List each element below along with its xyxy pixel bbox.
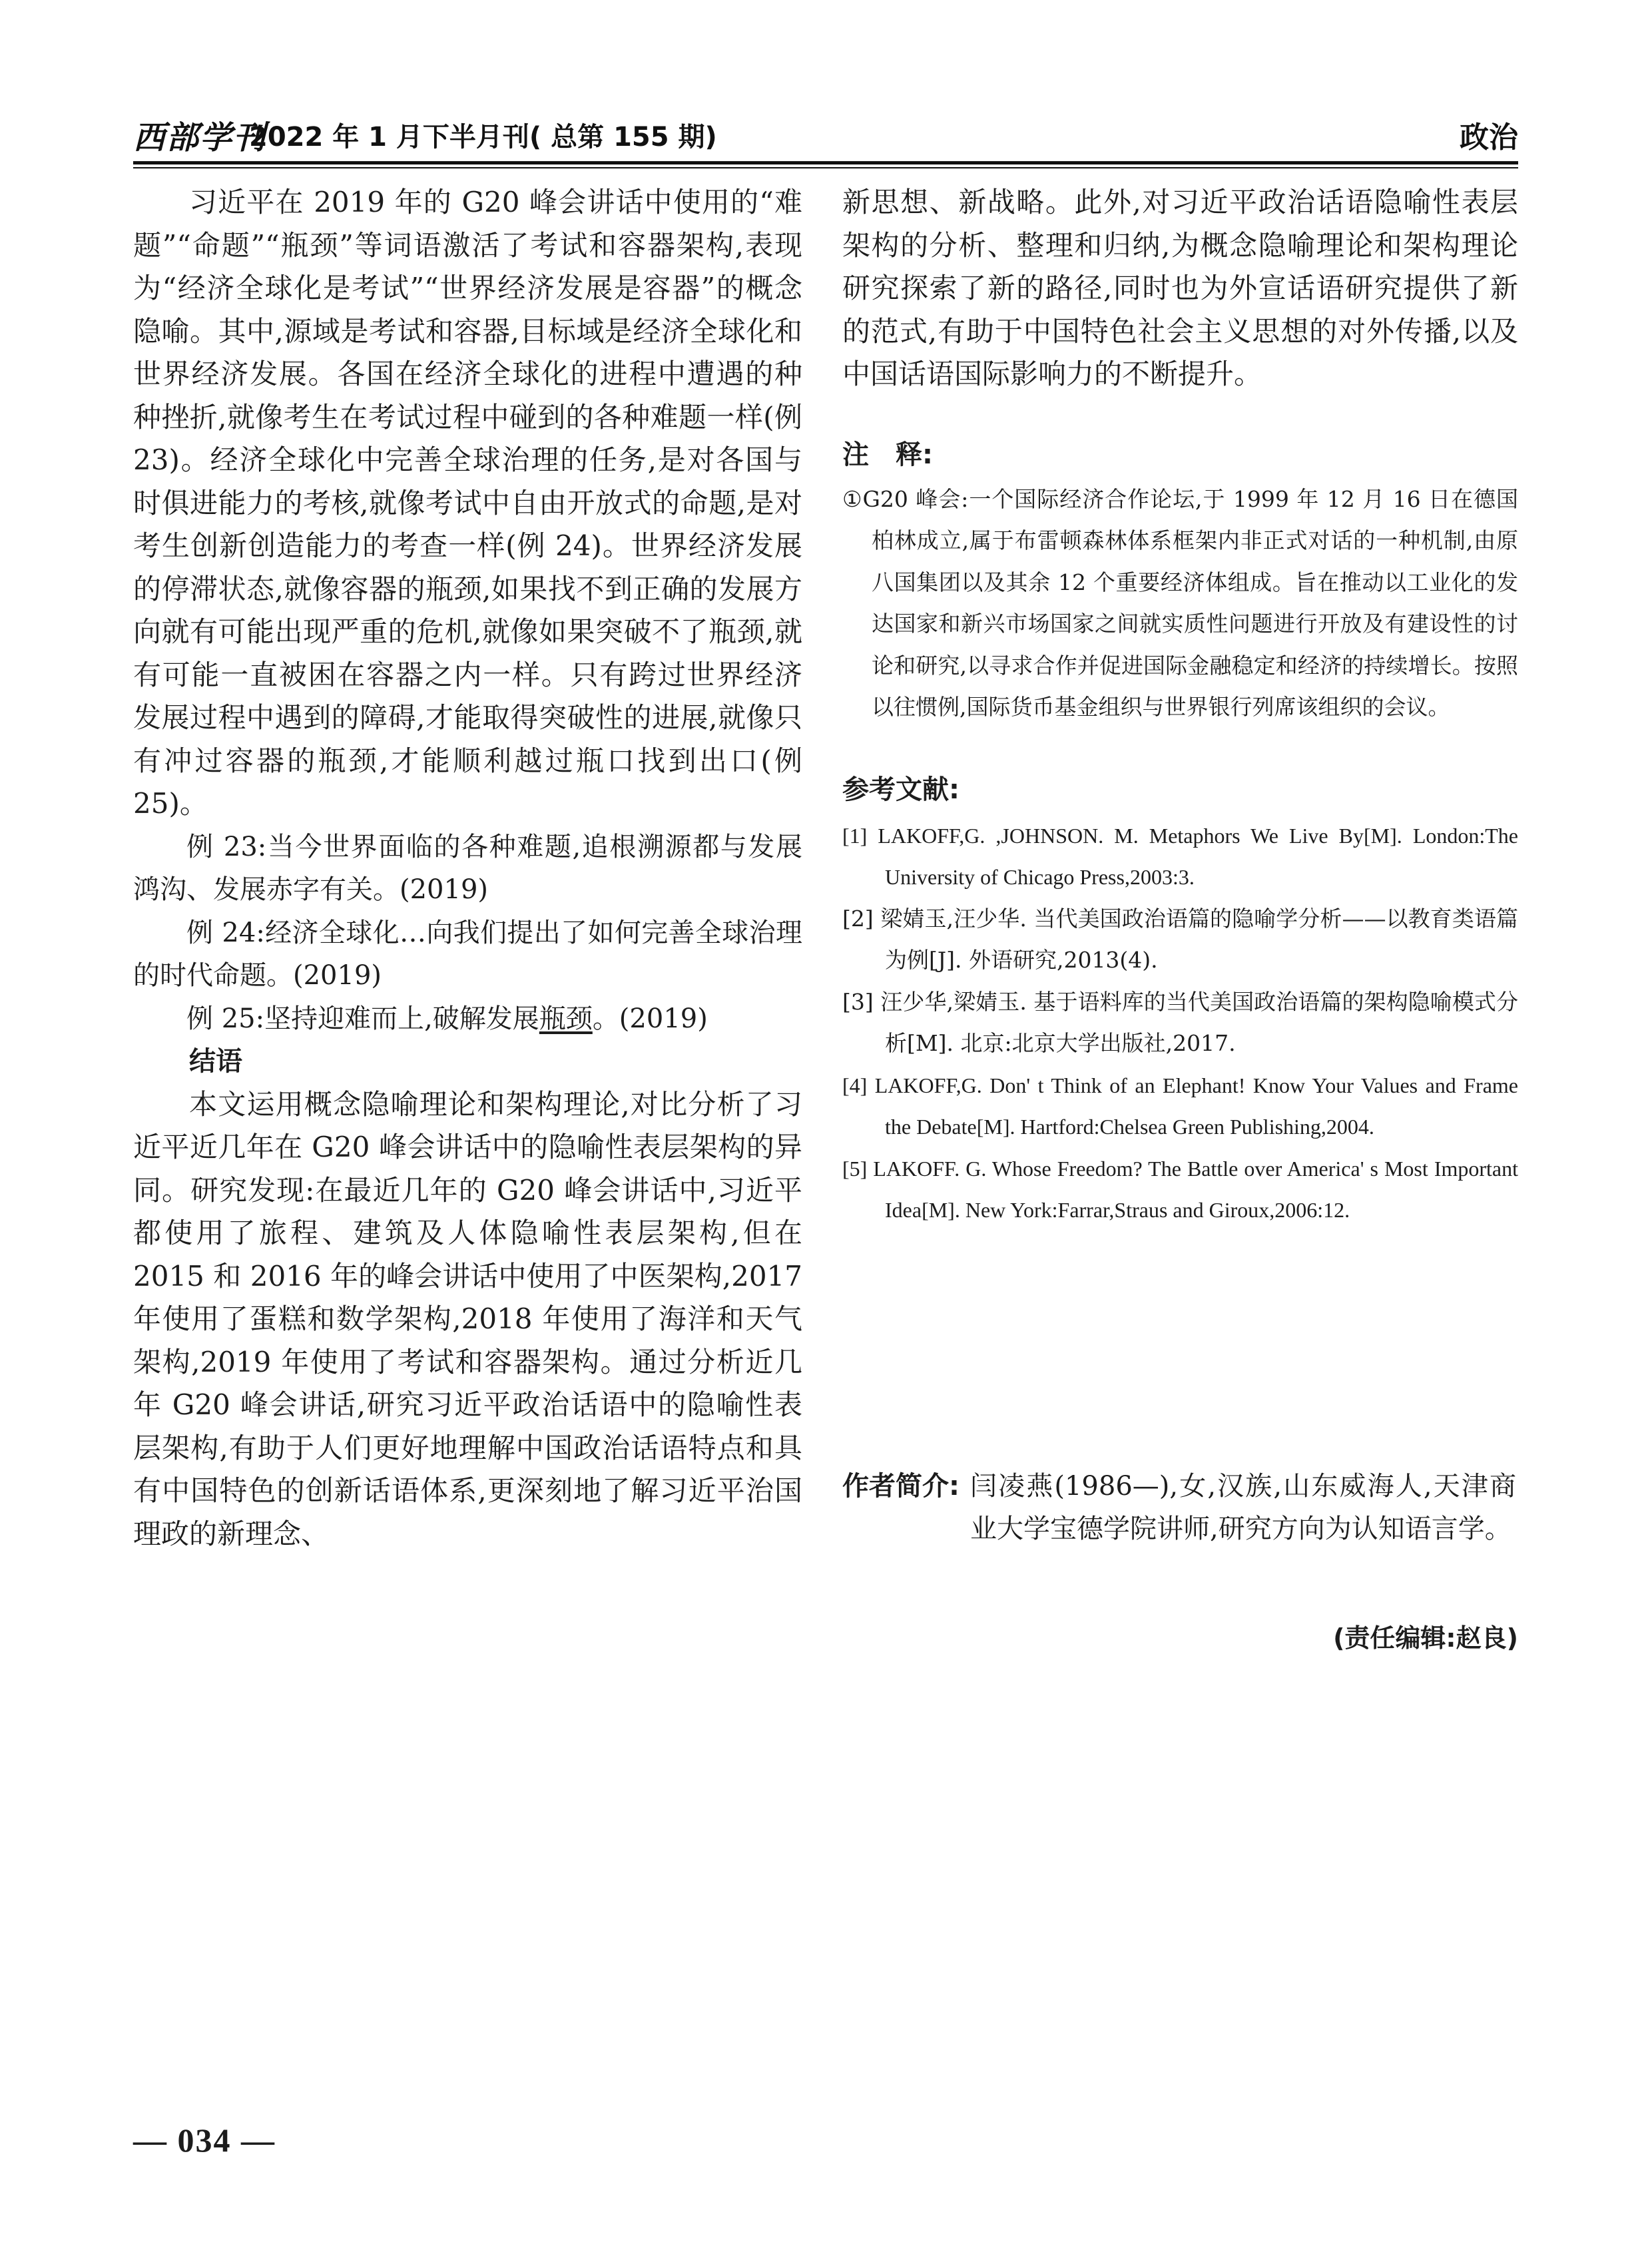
example-23: 例 23:当今世界面临的各种难题,追根溯源都与发展鸿沟、发展赤字有关。(2019) — [133, 831, 802, 905]
author-text: 闫凌燕(1986—),女,汉族,山东威海人,天津商业大学宝德学院讲师,研究方向为认知语言学。 — [970, 1471, 1516, 1544]
author-label: 作者简介: — [842, 1471, 960, 1502]
example-24: 例 24:经济全球化…向我们提出了如何完善全球治理的时代命题。(2019) — [133, 917, 802, 991]
conclusion-paragraph: 本文运用概念隐喻理论和架构理论,对比分析了习近平近几年在 G20 峰会讲话中的隐喻性表层架构的异同。研究发现:在最近几年的 G20 峰会讲话中,习近平都使用了旅程、建筑及人体隐喻性表层架构,但在 2015 和 2016 年的峰会讲话中使用了中医架构,2017 年使用了蛋糕和数学架构,2018 年使用了海洋和天气架构,2019 年使用了考试和容器架构。通过分析近几年 G20 峰会讲话,研究习近平政治话语中的隐喻性表层架构,有助于人们更好地理解中国政治话语特点和具有中国特色的创新话语体系,更深刻地了解习近平治国理政的新理念、 — [133, 1087, 802, 1550]
example-25-prefix: 例 25:坚持迎难而上,破解发展 — [186, 1003, 539, 1034]
reference-item: [2] 梁婧玉,汪少华. 当代美国政治语篇的隐喻学分析——以教育类语篇为例[J]. 外语研究,2013(4). — [842, 905, 1518, 973]
reference-item: [1] LAKOFF,G. ,JOHNSON. M. Metaphors We Live By[M]. London:The University of Chicago Press,2003:3. — [842, 823, 1518, 889]
right-column — [842, 181, 1518, 1231]
running-header — [133, 107, 1518, 160]
left-column — [133, 181, 802, 1555]
responsible-editor: (责任编辑:赵良) — [1333, 1623, 1518, 1653]
reference-item: [5] LAKOFF. G. Whose Freedom? The Battle over America' s Most Important Idea[M]. New York:Farrar,Straus and Giroux,2006:12. — [842, 1156, 1518, 1222]
example-25-suffix: 。(2019) — [592, 1003, 708, 1034]
page-number: — 034 — — [133, 2121, 276, 2159]
header-rule — [133, 161, 1518, 164]
note-1: ①G20 峰会:一个国际经济合作论坛,于 1999 年 12 月 16 日在德国柏林成立,属于布雷顿森林体系框架内非正式对话的一种机制,由原八国集团以及其余 12 个重要经济体组成。旨在推动以工业化的发达国家和新兴市场国家之间就实质性问题进行开放及有建设性的讨论和研究,以寻求合作并促进国际金融稳定和经济的持续增长。按照以往惯例,国际货币基金组织与世界银行列席该组织的会议。 — [842, 485, 1519, 720]
section-name: 政治 — [1460, 121, 1518, 154]
header-rule-thin — [133, 167, 1518, 168]
reference-item: [4] LAKOFF,G. Don' t Think of an Elephant! Know Your Values and Frame the Debate[M]. Hartford:Chelsea Green Publishing,2004. — [842, 1073, 1518, 1139]
notes-title: 注 释: — [842, 439, 933, 470]
example-25 — [133, 997, 802, 1041]
conclusion-heading: 结语 — [189, 1046, 242, 1077]
references-title: 参考文献: — [842, 774, 960, 805]
issue-info: 2022 年 1 月下半月刊( 总第 155 期) — [249, 122, 717, 152]
journal-logo: 西部学刊 — [133, 119, 267, 156]
reference-item: [3] 汪少华,梁婧玉. 基于语料库的当代美国政治语篇的架构隐喻模式分析[M]. 北京:北京大学出版社,2017. — [842, 988, 1518, 1056]
body-paragraph: 习近平在 2019 年的 G20 峰会讲话中使用的“难题”“命题”“瓶颈”等词语激活了考试和容器架构,表现为“经济全球化是考试”“世界经济发展是容器”的概念隐喻。其中,源域是考试和容器,目标域是经济全球化和世界经济发展。各国在经济全球化的进程中遭遇的种种挫折,就像考生在考试过程中碰到的各种难题一样(例 23)。经济全球化中完善全球治理的任务,是对各国与时俱进能力的考核,就像考试中自由开放式的命题,是对考生创新创造能力的考查一样(例 24)。世界经济发展的停滞状态,就像容器的瓶颈,如果找不到正确的发展方向就有可能出现严重的危机,就像如果突破不了瓶颈,就有可能一直被困在容器之内一样。只有跨过世界经济发展过程中遇到的障碍,才能取得突破性的进展,就像只有冲过容器的瓶颈,才能顺利越过瓶口找到出口(例 25)。 — [133, 186, 802, 820]
continued-paragraph: 新思想、新战略。此外,对习近平政治话语隐喻性表层架构的分析、整理和归纳,为概念隐喻理论和架构理论研究探索了新的路径,同时也为外宣话语研究提供了新的范式,有助于中国特色社会主义思想的对外传播,以及中国话语国际影响力的不断提升。 — [842, 186, 1518, 390]
example-25-underlined: 瓶颈 — [539, 1003, 593, 1034]
